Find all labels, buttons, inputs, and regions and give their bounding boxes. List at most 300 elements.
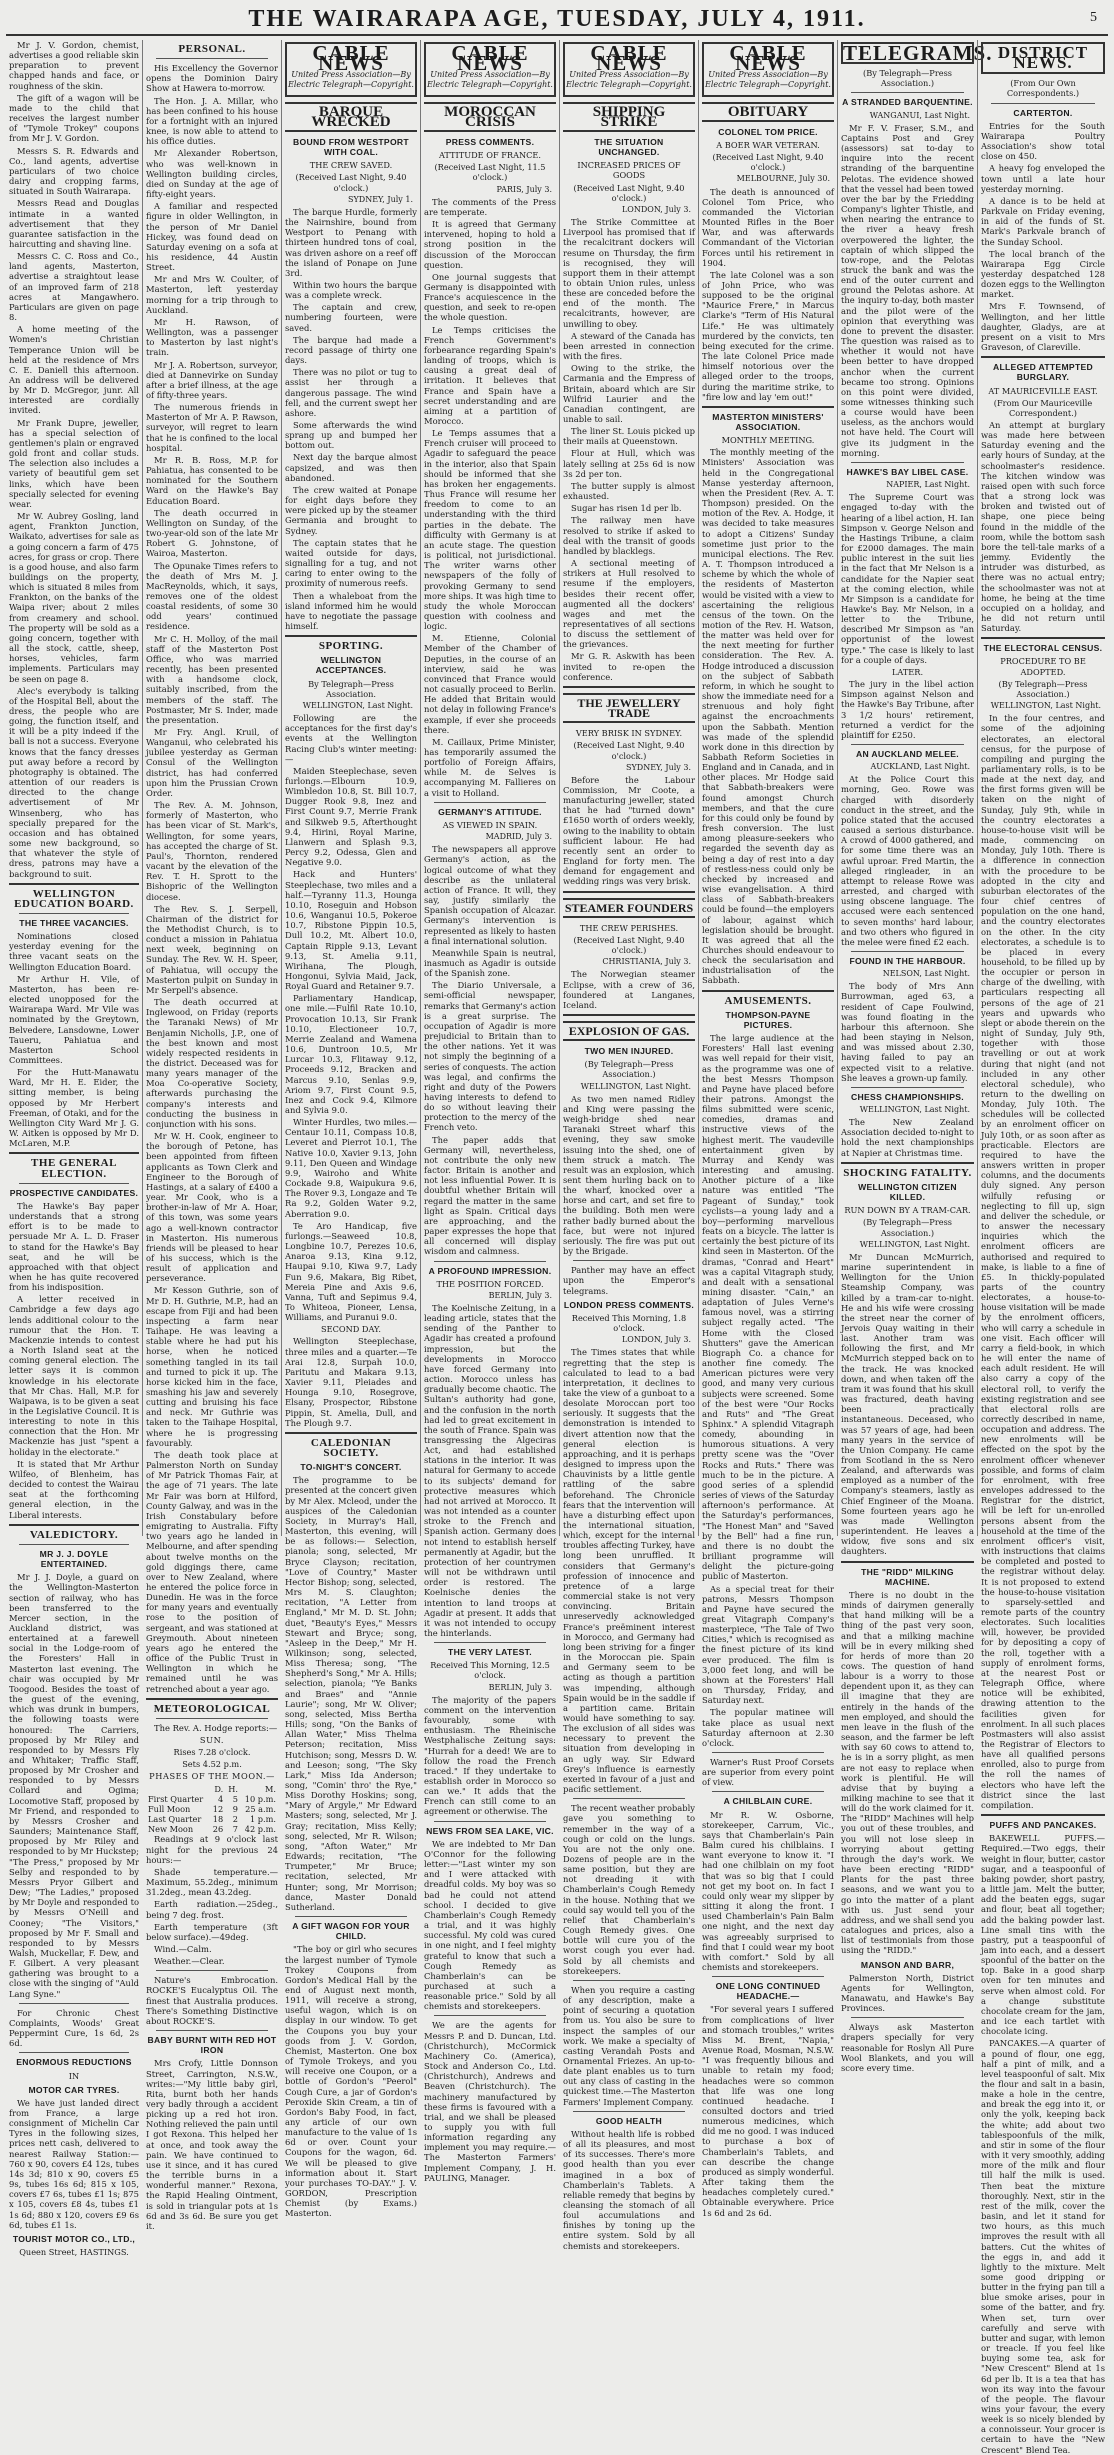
ad-company: TOURIST MOTOR CO., LTD., [12, 2233, 136, 2244]
paragraph: A familiar and respected figure in older Wellington, in the person of Mr Daniel Hickey, was found dead on Saturday evening on a sofa at his residence, 44 Austin Street. [146, 201, 278, 273]
paragraph: The Times states that while regretting that the step is calculated to lead to a bad interpretation, it declines to take the view of a gunboat to a desolate Moroccan port too seriously. It suggests that the demonstration is intended to divert attention now that the general election is approaching, and it is perhaps designed to impress upon the Chauvinists by a little gentle rattling of the sabre beforehand. The Chronicle fears that the intervention will have a disturbing effect upon the international situation, which, except for the internal troubles affecting Turkey, have long been unruffled. It considers that Germany's profession of innocence and pretence of a large commercial stake is not very convincing. Britain unreservedly acknowledged France's preëminent interest in Morocco, and Germany had long been striving for a finger in the Moroccan pie. Spain and Germany seem to be acting as though a partition was impending, although Spain would be in the saddle if a partition came. Britain would have something to say. The exclusion of all sides was necessary to prevent the situation from developing in an ugly way. Sir Edward Grey's influence is earnestly exerted in favour of a just and pacific settlement. [563, 1347, 695, 1795]
divider [9, 1152, 139, 1154]
subheadline: THE SITUATION UNCHANGED. [594, 136, 664, 158]
advertisement: When you require a casting of any description, make a point of securing a quotation from us. You also be sure to inspect the samples of our work. We make a specialty of casting Verandah Posts and Ornamental Friezes. An up-to-date plant enables us to turn out any class of casting in the quickest time.—The Masterton Farmers' Implement Company. [563, 1984, 695, 2107]
paragraph: The Hawke's Bay paper understands that a strong effort is to be made to persuade Mr A. L. D. Fraser to stand for the Hawke's Bay seat, and he will be approached with that object when he has quite recovered from his indisposition. [9, 1200, 139, 1293]
paragraph: Mr H. Rawson, of Wellington, was a passenger to Masterton by last night's train. [146, 316, 278, 358]
paragraph: Mr J. V. Gordon, chemist, advertises a good reliable skin preparation to prevent chapped hands and face, or roughness of the skin. [9, 40, 139, 91]
ad-headline: ENORMOUS REDUCTIONS [16, 2057, 132, 2068]
banner-title: DISTRICT NEWS. [997, 43, 1089, 73]
advertisement: There is no doubt in the minds of dairymen generally that hand milking will be a thing of the past very soon, and that a milking machine will be in every milking shed for herds of more than 20 cows. The question of hand labour is a worry to those dependent upon it, as they can ill imagine that they are entirely in the hands of the men employed, and should the men leave in the flush of the season, and the farmer be left with say 60 cows to attend to, he is in a sorry plight, as men are not easy to replace when work is plentiful. He will advise that by buying a milking machine to see that it will do the work claimed for it. The "RIDD" Machines will help you out of these troubles, and you will not lose sleep in worrying about getting through the day's work. We have been erecting "RIDD" Plants for the past three seasons, and we want you to go into the matter of a plant with us. Just send your address, and we shall send you catalogues and prices, also a list of testimonials from those using the "RIDD." [841, 1589, 974, 1956]
divider [156, 2030, 268, 2031]
masthead-rule [6, 34, 1108, 36]
paragraph: A dance is to be held at Parkvale on Friday evening, in aid of the funds of St. Mark's Parkvale branch of the Sunday School. [981, 195, 1105, 247]
newspaper-title: THE WAIRARAPA AGE, TUESDAY, JULY 4, 1911. [248, 6, 866, 32]
headline: MASTERTON MINISTERS' ASSOCIATION. [712, 411, 824, 432]
column-2 [142, 40, 281, 2231]
paragraph: The paper adds that Germany will, nevertheless, not contribute the only new factor. Britain is another and not less influential Power. It is doubtful whether Britain will regard the matter in the same light as Spain. Critical days are approaching, and the paper expresses the hope that all concerned will display wisdom and calmness. [424, 1134, 556, 1257]
column-7 [837, 40, 993, 2073]
dateline: BERLIN, July 3. [488, 1290, 552, 1300]
paragraph: The jury in the libel action Simpson against Nelson and the Hawke's Bay Tribune, after 3 1/2 hours' retirement, returned a verdict for the plaintiff for £250. [841, 679, 974, 740]
table-cell: 12 [212, 1803, 224, 1814]
subheadline: THE THREE VACANCIES. [19, 917, 129, 928]
paragraph: Wind.—Calm. [154, 1943, 212, 1954]
headline: MOROCCAN CRISIS [424, 102, 556, 132]
advertisement: "The boy or girl who secures the largest number of Tymole Trokey Coupons from Gordon's Medical Hall by the end of August next month, 1911, will receive a strong, useful wagon, which is on display in our window. To get the Coupons you buy your goods from J. V. Gordon, Chemist, Masterton. One box of Tymole Trokeys, and you will receive one Coupon, or a bottle of Gordon's "Peerol" Cough Cure, a jar of Gordon's Peroxide Skin Cream, a tin of Gordon's Baby Food, in fact, any article of our own manufacture to the value of 1s 6d or over. Count your Coupons for the wagon, 6d. We will be pleased to give information about it. Start your purchases TO-DAY." J. V. GORDON, Prescription Chemist (by Exams.) Masterton. [285, 1944, 417, 2219]
cable-news-banner [424, 42, 556, 97]
paragraph: The death is announced of Colonel Tom Price, who commanded the Victorian Mounted Rifles in the Boer War, and was afterwards Commandant of the Victorian Forces until his retirement in 1904. [702, 186, 834, 268]
paragraph: Le Temps assumes that a French cruiser will proceed to Agadir to safeguard the peace in the interior, also that Spain should be informed that she has broken her engagements. Thus France will resume her freedom to come to an understanding with the third parties in the debate. The difficulty with Germany is at an acute stage. The question is political, not jurisdictional. The writer warns other newspapers of the folly of provoking Germany to send more ships. It was high time to study the whole Moroccan question with coolness and logic. [424, 428, 556, 632]
paragraph: Mr Frank Dupre, jeweller, has a special selection of gentlemen's plain or engraved gold front and collar studs. The selection also includes a variety of beautiful gem set links, which have been specially selected for evening wear. [9, 417, 139, 509]
advertisement: Palmerston North, District Agents for Wellington, Manawatu, and Hawke's Bay Provinces. [841, 1972, 974, 2014]
dateline: MADRID, July 3. [485, 832, 552, 842]
headline: PUFFS AND PANCAKES. [989, 1820, 1097, 1831]
paragraph: The late Colonel was a son of John Price, who was supposed to be the original "Maurice Frere," in Marcus Clarke's "Term of His Natural Life." He was ultimately murdered by the convicts, ten being executed for the crime. The late Colonel Price made himself notorious over the alleged order to the troops, during the maritime strike, to "fire low and lay 'em out!" [702, 269, 834, 402]
headline: AMUSEMENTS. [724, 994, 812, 1007]
subheadline: TO-NIGHT'S CONCERT. [300, 1462, 402, 1473]
paragraph: The barque Hurdle, formerly the Nairnshire, bound from Westport to Penang with thirteen hundred tons of coal, was driven ashore on a reef off the island of Ponape on June 3rd. [285, 206, 417, 278]
moon-heading: PHASES OF THE MOON.— [149, 1771, 275, 1782]
paragraph: Mr Alexander Robertson, who was well-known in Wellington building circles, died on Sunday at the age of fifty-eight years. [146, 148, 278, 200]
paragraph: Nominations closed yesterday evening for the three vacant seats on the Wellington Education Board. [9, 931, 139, 972]
ad-headline: BABY BURNT WITH RED HOT IRON [147, 2035, 277, 2056]
paragraph: Mr C. H. Molloy, of the mail staff of the Masterton Post Office, who was married recently, has been presented with a handsome clock, suitably inscribed, from the members of the staff. The Postmaster, Mr S. Inder, made the presentation. [146, 633, 278, 725]
ad-address: Queen Street, HASTINGS. [19, 2247, 129, 2258]
divider [851, 1087, 964, 1088]
subheadline: BOUND FROM WESTPORT WITH COAL. [293, 136, 409, 158]
subheadline: PRESS COMMENTS. [445, 136, 535, 147]
paragraph: The railway men have resolved to strike if asked to deal with the transit of goods handled by blacklegs. [563, 515, 695, 556]
section-label: LATER. [891, 666, 924, 677]
ad-headline: NEWS FROM SEA LAKE, VIC. [426, 1825, 554, 1836]
paragraph: The death occurred at Inglewood, on Friday (reports the Taranaki News) of Mr Benjamin Nicholls, J.P., one of the best known and most widely respected residents in the district. Deceased was for many years manager of the Moa Co-operative Society, afterwards purchasing the company's interests and conducting the business in conjunction with his sons. [146, 997, 278, 1129]
paragraph: The New Zealand Association decided to-night to hold the next championships at Napier at Christmas time. [841, 1117, 974, 1158]
paragraph: As a special treat for their patrons, Messrs Thompson and Payne have secured the great Vitagraph Company's masterpiece, "The Tale of Two Cities," which is recognised as the finest picture of its kind ever produced. The film is 3,000 feet long, and will be shown at the Foresters' Hall on Thursday, Friday, and Saturday next. [702, 1583, 834, 1706]
divider [434, 1642, 546, 1643]
divider [19, 1183, 129, 1184]
divider [19, 2052, 129, 2053]
dateline: PARIS, July 3. [496, 184, 552, 194]
table-header-row [146, 1784, 278, 1794]
subheadline: WELLINGTON ACCEPTANCES. [315, 655, 387, 676]
paragraph: Panther may have an effect upon the Emperor's telegrams. [563, 1265, 695, 1296]
ad-headline: THE "RIDD" MILKING MACHINE. [861, 1566, 954, 1587]
banner-title: CABLE NEWS [729, 41, 807, 76]
paragraph: Parliamentary Handicap, one mile.—Fulfil Rate 10.10, Provocation 10.13, Sir Frank 10.10, Electioneer 10.7, Merrie Zealand and Wamena 10.6, Duntroon 10.5, Mr Lurcar 10.3, Flitaway 9.12, Proceeds 9.12, Bracken and Marcus 9.10, Senlas 9.9, Ariom 9.7, First Count 9.5, Inez and Cock 9.4, Kilmore and Sylvia 9.0. [285, 993, 417, 1115]
paragraph: The numerous friends in Masterton of Mr A. P. Rawson, surveyor, will regret to learn that he is confined to the local hospital. [146, 402, 278, 453]
paragraph: Mr Kesson Guthrie, son of Mr D. H. Guthrie, M.P., had an escape from Fiji and had been inspecting a farm near Taihape. He was leaving a stable where he had put his horse, when he noticed something tangled in its tail and turned to pick it up. The horse kicked him in the face, smashing his jaw and severely cutting and bruising his face and neck. Mr Guthrie was taken to the Taihape Hospital, where he is progressing favourably. [146, 1285, 278, 1448]
received-time: (Received Last Night, 9.40 o'clock.) [712, 152, 824, 173]
paragraph: Maiden Steeplechase, seven furlongs.—Elbourn 10.9, Wimbledon 10.8, St. Bill 10.7, Dugger Rook 9.8, Inez and First Count 9.7, Merrie Frank and Silkweb 9.5, Afterthought 9.4, Hirini, Royal Marine, Llanwern and Splash 9.3, Percy 9.2, Odessa, Glen and Negative 9.0. [285, 765, 417, 868]
paragraph: Le Temps criticises the French Government's forbearance regarding Spain's landing of troops, which is causing a great deal of irritation. It believes that France and Spain have a secret understanding and are aiming at a partition of Morocco. [424, 324, 556, 426]
subheadline: MONTHLY MEETING. [721, 435, 815, 446]
divider [285, 1432, 417, 1434]
paragraph: Mr Fry. Angl. Kruil, of Wanganui, who celebrated his jubilee yesterday as German Consul of the Wellington district, has had conferred upon him the Prussian Crown Order. [146, 727, 278, 798]
divider [981, 637, 1105, 639]
paragraph: Mr F. V. Fraser, S.M., and Captains Post and Grey (assessors) sat to-day to inquire into the recent stranding of the barquentine Pelotas. The evidence showed that the vessel had been towed over the bar by the Friedding Company's lighter Thistle, and when nearing the entrance to the river a heavy fresh overpowered the lighter, the captain of which slipped the tow-rope, and the Pelotas struck the bank and was the end of the outer current and ground the Pelotas ashore. At the inquiry to-day, both master and the pilot were of the opinion that everything was done to prevent the disaster. The question was raised as to whether it would not have been better to have dropped anchor when the current became too strong. Opinions on this point were divided, some witnesses thinking such a course would have been useless, as the anchors would not have held. The Court will give its judgment in the morning. [841, 122, 974, 458]
headline: OBITUARY [702, 102, 834, 122]
column-6 [698, 40, 837, 2218]
column-header: M. [265, 1783, 276, 1794]
paragraph: Flour at Hull, which was lately selling at 25s 6d is now 3s 2d per ton. [563, 448, 695, 479]
divider [434, 802, 546, 803]
divider [573, 2111, 685, 2112]
divider [841, 1561, 974, 1563]
advertisement: "For several years I suffered from complications of liver and stomach troubles," writes Miss M. Brent, "Napia," Avenue Road, Mosman, N.S.W. "I was frequently bilious and unable to retain my food; headaches were so common that life was one long continued headache. I consulted doctors and tried numerous medicines, which did me no good. I was induced to purchase a box of Chamberlain's Tablets, and can describe the change produced as simply wonderful. After taking them the headaches completely cured." Obtainable everywhere. Price 1s 6d and 2s 6d. [702, 2004, 834, 2218]
paragraph: Before the Labour Commission, Mr Coote, a manufacturing jeweller, stated that he had "turned down" £1650 worth of orders weekly, owing to the inability to obtain sufficient labour. He had recently sent an order to England for forty men. The demand for engagement and wedding rings was very brisk. [563, 774, 695, 887]
column-8 [977, 40, 1108, 2455]
table-cell: Full Moon [148, 1803, 191, 1814]
cable-news-banner [563, 42, 695, 97]
dateline: LONDON, July 3. [621, 1335, 691, 1345]
paragraph: The monthly meeting of the Ministers' Association was held in the Congregational Manse yesterday afternoon, when the President (Rev. A. T. Thompson) presided. On the motion of the Rev. A. Hodge, it was decided to take measures to adopt a Citizens' Sunday sometime just prior to the municipal elections. The Rev. A. T. Thompson introduced a scheme by which the whole of the residents of Masterton would be visited with a view to ascertaining the religious census of the town. On the motion of the Rev. H. Watson, the matter was held over for the next meeting for further consideration. The Rev. A. Hodge introduced a discussion on the subject of Sabbath reform, in which he sought to show the immediate need for a strenuous and holy fight against the encroachments upon the Sabbath. Mention was made of the splendid work done in this direction by Sabbath Reform Societies in England and in Canada, and in other places. Mr Hodge said that Sabbath-breakers were found amongst Church members, and that the cure for this could only be found by fresh conversion. The lust among pleasure-seekers who regarded the seventh day as being a day of rest into a day of restless-ness could only be checked by increased and wise evangelisation. A third class of Sabbath-breakers could be found—the employers of labour, against which legislation should be brought. It was agreed that all the Churches should endeavour to check the secularisation and industrialisation of the Sabbath. [702, 447, 834, 986]
headline: STEAMER FOUNDERS [563, 898, 695, 918]
headline: CALEDONIAN SOCIETY. [310, 1436, 392, 1459]
paragraph: In the four centres, and some of the adjoining electorates, an electoral census, for the purpose of compiling and purging the parliamentary rolls, is to be made at the next day, and the first forms given will be taken on the night of Sunday, July 9th, while in the country electorates a house-to-house visit will be made, commencing on Monday, July 10th. There is a difference in connection with the procedure to be adopted in the city and suburban electorates of the four chief centres of population on the one hand, and the country electorates on the other. In the city electorates, a schedule is to be placed in every household, to be filled up by the occupier or person in charge of the dwelling, with particulars respecting all persons of the age of 21 years and upwards who slept or abode therein on the night of Sunday, July 9th, together with those travelling or out at work during that night (and not included in any other electoral schedule), who return to the dwelling on Monday, July 10th. The schedules will be collected by an enrolment officer on July 10th, or as soon after as practicable. Electors are required to have the answers written in proper columns, and the documents duly signed. Any person wilfully refusing or neglecting to fill up, sign and deliver the schedule, or to answer the necessary inquiries which the enrolment officers are authorised and required to make, is liable to a fine of £5. In thickly-populated parts of the country electorates, a house-to-house visitation will be made by the enrolment officers, who will carry a schedule in one visit. Each officer will carry a field-book, in which he will enter the name of each adult resident. He will also carry a copy of the electoral roll, to verify the existing registration and see that electoral rolls are correctly described in name, occupation and address. The new enrolments will be effected on the spot by the enrolment officer whenever possible, and forms of claim for enrolment, with free envelopes addressed to the Registrar for the district, will be left for un-enrolled persons absent from the household at the time of the enrolment officer's visit, with instructions that claims be completed and posted to the registrar without delay. It is not proposed to extend the house-to-house visitation to sparsely-settled and remote parts of the country electorates. Such localities will, however, be provided for by depositing a copy of the roll, together with a supply of enrolment forms, at the nearest Post or Telegraph Office, where notice will be exhibited, drawing attention to the facilities given for enrolment. In all such places Postmasters will also assist the Registrar of Electors to have all qualified persons enrolled, also to purge from the roll the names of electors who have left the district since the last compilation. [981, 713, 1105, 1810]
ad-subhead: IN [68, 2070, 80, 2081]
table-cell: 26 [212, 1824, 224, 1835]
headline: VALEDICTORY. [29, 1528, 119, 1541]
association-note: United Press Association—By Electric Telegraph—Copyright. [705, 70, 831, 90]
table-cell: New Moon [148, 1824, 194, 1835]
divider [19, 2003, 129, 2004]
table-cell: Last Quarter [148, 1814, 202, 1825]
paragraph: The Diario Universale, a semi-official newspaper, remarks that Germany's action is a great surprise. The occupation of Agadir is more prejudicial to Britain than to the other nations. Yet it was not simply the beginning of a series of conquests. The action was legal, and confirms the right and duty of the Powers having interests to defend to do so without leaving their protection to the mercy of the French veto. [424, 980, 556, 1133]
advertisement: Without health life is robbed of all its pleasures, and most of its successes. There's more good health than you ever imagined in a box of Chamberlain's Tablets. A reliable remedy that begins by cleansing the stomach of all foul accumulations and finishes by toning up the entire system. Sold by all chemists and storekeepers. [563, 2128, 695, 2251]
paragraph: The majority of the papers comment on the intervention favourably, some with enthusiasm. The Rheinische Westphalische Zeitung says: "Hurrah for a deed! We are to follow the road the French traced." If they undertake to establish order in Morocco so can we." It adds that the French can still come to an agreement or otherwise. The [424, 1694, 556, 1817]
headline: ALLEGED ATTEMPTED BURGLARY. [992, 362, 1094, 383]
headline: SHOCKING FATALITY. [843, 1166, 972, 1179]
divider [851, 92, 964, 93]
paragraph: The gift of a wagon will be made to the child that receives the largest number of "Tymole Trokey" coupons from Mr J. V. Gordon. [9, 92, 139, 144]
advertisement: Always ask Masterton drapers specially for very reasonable for Roslyn All Pure Wool Blankets, and you will score every time. [841, 2022, 974, 2073]
subheadline: COLONEL TOM PRICE. [718, 126, 818, 137]
subheadline: VERY BRISK IN SYDNEY. [575, 728, 683, 739]
table-cell: 10 p.m. [244, 1793, 276, 1804]
advertisement: We are indebted to Mr Dan O'Connor for the following letter:—"Last winter my son and I were attacked with dreadful colds. My boy was so bad he could not attend school. I decided to give Chamberlain's Cough Remedy a trial, and it was highly successful. My cold was cured in one night, and I feel mighty grateful to know that such a Cough Remedy as Chamberlain's can be purchased at such a reasonable price." Sold by all chemists and storekeepers. [424, 1838, 556, 2012]
paragraph: The Rev. A. Hodge reports:— [154, 1722, 278, 1733]
headline: METEOROLOGICAL [153, 1702, 271, 1715]
received-time: (Received Last Night, 9.40 o'clock.) [573, 182, 685, 203]
banner-title: TELEGRAMS. [843, 41, 993, 65]
dateline: SYDNEY, July 3. [626, 762, 691, 772]
paragraph: The programme to be presented at the concert given by Mr Alex. Mcleod, under the auspices of the Caledonian Society, in Murray's Hall, Masterton, this evening, will be as follows:— Selection, pianola; song, selected, Mr Bryce Clayson; recitation, "Love of Country," Master Hector Bishop; song, selected, Mrs M. S. Claughton; recitation, "A Letter from England," Mr M. D. St. John; duet, "Beauty's Eyes," Messrs Stewart and Bryce; song, "Asleep in the Deep," Mr H. Wilkinson; song, selected, Miss Theresa; song, "The Shepherd's Song," Mr A. Hills; selection, pianola; "Ye Banks and Braes" and "Annie Laurie"; song, Mr W. Oliver; song, selected, Miss Bertha Hills; song, "On the Banks of Allan Water," Miss Thelma Peterson; recitation, Miss Hutchison; song, Messrs D. W. and Leeson; song, "The Sky Lark," Miss Ida Anderson; song, "Comin' thro' the Rye," Miss Dorothy Hoskins; song, "Mary of Argyle," Mr Edward Masters; song, selected, Mr J. Gray; recitation, Miss Kelly; song, selected, Mr R. Wilson; song, "Afton Water," Mr Edwards; recitation, "The Trumpeter," Mr Bruce; recitation, selected, Mr Hunter; song, Mr Morrison; dance, Master Donald Sutherland. [285, 1475, 417, 1912]
paragraph: The Rev. S. J. Serpell, Chairman of the district for the Methodist Church, is to conduct a mission in Pahiatua next week, beginning on Sunday. The Rev. W. H. Speer, of Pahiatua, will occupy the Masterton pulpit on Sunday in Mr Serpell's absence. [146, 903, 278, 995]
column-header: H. [228, 1783, 239, 1794]
paragraph: A home meeting of the Women's Christian Temperance Union will be held at the residence of Mrs C. E. Daniell this afternoon. An address will be delivered by Mr D. McGregor, junr. All interested are cordially invited. [9, 324, 139, 416]
table-cell: 9 [232, 1803, 239, 1814]
banner-title: CABLE NEWS [451, 41, 529, 76]
table-row [146, 1794, 278, 1804]
dateline: BERLIN, July 3. [488, 1682, 552, 1692]
headline: CHESS CHAMPIONSHIPS. [851, 1091, 964, 1102]
subheadline: THE VERY LATEST. [448, 1647, 532, 1658]
divider [285, 635, 417, 637]
paragraph: Earth temperature (3ft below surface).—49deg. [146, 1921, 278, 1942]
headline: AN AUCKLAND MELEE. [856, 749, 959, 759]
subheadline: THE POSITION FORCED. [436, 1278, 544, 1289]
ad-company: MANSON AND BARR, [860, 1959, 955, 1970]
dateline: WELLINGTON, Last Night. [859, 1105, 970, 1114]
paragraph: M. Etienne, Colonial Member of the Chamber of Deputies, in the course of an interview, said he was convinced that France would not casually proceed to Berlin. He added that Britain would not delay in following France's example, if ever she proceeds there. [424, 633, 556, 735]
divider [156, 1970, 268, 1971]
paragraph: Wellington Steeplechase, three miles and a quarter.—Te Arai 12.8, Surpah 10.0, Paritutu and Makara 9.13, Xavier 9.11, Pleiades and Hounga 9.10, Rosegrove, Elsany, Prospector, Ribstone Pippin, St. Amelia, Dull, and The Plough 9.7. [285, 1336, 417, 1428]
column-header: D. [214, 1783, 224, 1794]
subheadline: WELLINGTON CITIZEN KILLED. [858, 1181, 957, 1203]
table-cell: 25 a.m. [245, 1803, 276, 1814]
headline: BARQUE WRECKED [285, 102, 417, 132]
byline: (By Telegraph—Press Association.) [863, 1217, 952, 1238]
sunset: Sets 4.52 p.m. [182, 1759, 242, 1770]
table-cell: 4 [218, 1793, 224, 1804]
paragraph: Next day the barque almost capsized, and was then abandoned. [285, 452, 417, 483]
paragraph: For the Hutt-Manawatu Ward, Mr H. E. Eider, the sitting member, is being opposed by Mr Herbert Freeman, of Otaki, and for the Wellington City Ward Mr J. G. W. Aitken is opposed by Mr D. McLaren, M.P. [9, 1067, 139, 1149]
divider [851, 2017, 964, 2018]
advertisement: We have just landed direct from France, a large consignment of Michelin Car Tyres in the following sizes, prices nett cash, delivered to nearest Railway Station:— 760 x 90, covers £4 12s, tubes 14s 3d; 810 x 90, covers £5 9s, tubes 16s 6d; 815 x 105, covers £7 6s, tubes £1 1s; 875 x 105, covers £8 4s, tubes £1 1s 6d; 880 x 120, covers £9 6s 6d, tubes £1 1s. [9, 2097, 139, 2230]
advertisement: Nature's Embrocation. ROCKE'S Eucalyptus Oil. The finest that Australia produces. There's Something Distinctive about ROCKE'S. [146, 1975, 278, 2026]
paragraph: The body of Mrs Ann Burrowman, aged 63, a resident of Cape Foulwind, was found floating in the harbour this afternoon. She had been staying in Nelson, and was missed about 2.30, having failed to pay an expected visit to a relative. She leaves a grown-up family. [841, 981, 974, 1083]
association-note: United Press Association—By Electric Telegraph—Copyright. [566, 70, 692, 90]
advertisement: The recent weather probably gave you something to remember in the way of a cough or cold on the lungs. You are not the only one. Dozens of people are in the same position, but they are not dreading it with Chamberlain's Cough Remedy in the house. Nothing that we could say would tell you of the relief that Chamberlain's Cough Remedy gives. One bottle will cure you of the worst cough you ever had. Sold by all chemists and storekeepers. [563, 1803, 695, 1976]
subheadline: GERMANY'S ATTITUDE. [438, 806, 542, 817]
association-note: United Press Association—By Electric Telegraph—Copyright. [288, 70, 414, 90]
divider [146, 1698, 278, 1700]
paragraph: The captain and crew, numbering fourteen, were saved. [285, 302, 417, 333]
paragraph: The Norwegian steamer Eclipse, with a crew of 36, foundered at Langanes, Iceland. [563, 969, 695, 1010]
headline: SHIPPING STRIKE [563, 102, 695, 132]
sunrise: Rises 7.28 o'clock. [173, 1747, 251, 1758]
paragraph: Entries for the South Wairarapa Poultry Association's show total close on 450. [981, 120, 1105, 162]
dateline: WELLINGTON, Last Night. [580, 1081, 691, 1091]
paragraph: BAKEWELL PUFFS.—Required.—Two eggs, their weight in flour, butter, castor sugar, and a teaspoonful of baking powder, short pastry, a little jam. Melt the butter, add the beaten eggs, sugar and flour, beat all together; add the baking powder last. Line small tins with the pastry, put a teaspoonful of jam into each, and a dessert spoonful of the batter on the top. Bake in a good sharp oven for ten minutes and serve when almost cold. For a change substitute chocolate cream for the jam, and ice each tartlet with chocolate icing. [981, 1833, 1105, 2037]
paragraph: Winter Hurdles, two miles.—Centaur 10.11, Compass 10.8, Leveret and Pierrot 10.1, The Native 10.0, Xavier 9.13, John 9.11, Den Queen and Windage 9.9, Wairoho and White Cockade 9.8, Waipukura 9.6, The Rover 9.3, Longaze and Te Ra 9.2, Golden Water 9.2, Aberration 9.0. [285, 1117, 417, 1219]
headline: FOUND IN THE HARBOUR. [849, 955, 966, 966]
paragraph: Hack and Hunters' Steeplechase, two miles and a half.—Tyranny 11.3, Hounga 10.10, Roseguin and Hobson 10.6, Wanganui 10.5, Pokeroe 10.7, Ribstone Pippin 10.5, Dull 10.2, Mt. Albert 10.0, Captain Ripple 9.13, Levant 9.13, St. Amelia 9.11, Wirihana, The Plough, Hongonui, Sylvia Maid, Jack, Royal Guard and Retainer 9.7. [285, 869, 417, 992]
paragraph: The crew waited at Ponape for eight days before they were picked up by the steamer Germania and brought to Sydney. [285, 484, 417, 536]
table-cell: 2 [232, 1814, 239, 1825]
divider [851, 951, 964, 952]
paragraph: Shade temperature.—Maximum, 55.2deg., minimum 31.2deg., mean 43.2deg. [146, 1866, 278, 1898]
received-time: Received This Morning, 12.5 o'clock. [430, 1660, 550, 1681]
byline: (By Telegraph—Press Association.) [584, 1059, 674, 1080]
advertisement: For Chronic Chest Complaints, Woods' Great Peppermint Cure, 1s 6d, 2s 6d. [9, 2007, 139, 2049]
paragraph: An attempt at burglary was made here between Saturday evening and the early hours of Sunday, at the schoolmaster's residence. The kitchen window was raised open with such force that a strong lock was broken and twisted out of shape, one piece being found in the middle of the room, while the bottom sash bore the tell-tale marks of a jemmy. Evidently the intruder was disturbed, as there was no actual entry; the schoolmaster was not at home, he being at the time occupied on a holiday, and he did not return until Saturday. [981, 420, 1105, 634]
divider [991, 103, 1095, 104]
byline: (From Our Own Correspondents.) [1006, 78, 1080, 99]
cable-news-banner [285, 42, 417, 97]
paragraph: Earth radiation.—25deg., being 7 deg. frost. [146, 1899, 278, 1920]
paragraph: Messrs Read and Douglas intimate in a wanted advertisement that they guarantee satisfaction in the haircutting and shaving line. [9, 198, 139, 249]
paragraph: The Opunake Times refers to the death of Mrs M. J. MacReynolds, which, it says, removes one of the oldest coastal residents, of some 30 odd years' continued residence. [146, 560, 278, 632]
paragraph: The newspapers all approve Germany's action, as the logical outcome of what they describe as the unilateral action of France. It will, they say, justify similarly the Spanish occupation of Alcazar. Germany's intervention is represented as likely to hasten a final international solution. [424, 844, 556, 946]
column-5 [559, 40, 698, 2251]
paragraph: His Excellency the Governor opens the Dominion Dairy Show at Hawera to-morrow. [146, 63, 278, 94]
byline: (By Telegraph—Press Association.) [998, 678, 1088, 699]
paragraph: The Rev. A. M. Johnson, formerly of Masterton, who has been vicar of St. Mark's, Wellington, for some years, has accepted the charge of St. Paul's, Thornton, rendered vacant by the elevation of the Rev. T. H. Sprott to the Bishopric of the Wellington diocese. [146, 800, 278, 902]
headline: THE GENERAL ELECTION. [31, 1157, 117, 1180]
divider [712, 1976, 824, 1977]
divider [851, 462, 964, 463]
paragraph: The barque had made a record passage of thirty one days. [285, 334, 417, 366]
divider [9, 883, 139, 885]
subheadline: AS VIEWED IN SPAIN. [442, 819, 538, 830]
divider [702, 990, 834, 992]
subheadline: MR J. J. DOYLE ENTERTAINED. [39, 1548, 109, 1570]
paragraph: The large audience at the Foresters' Hall last evening was well repaid for their visit, as the programme was one of the best Messrs Thompson and Payne have placed before their patrons. Amongst the films submitted were scenic, comedies, dramas and instructive views of the highest merit. The vaudeville entertainment given by Murray and Kendy was interesting and amusing. Another picture of a like nature was entitled "The Pageant of Sunday," took cyclists—a young lady and a boy—performing marvellous feats on a bicycle. The latter is certainly the best picture of its kind seen in Masterton. Of the dramas, "Conrad and Heart" was a capital Vitagraph study, and dealt with a sensational mining disaster. "Cain," an adaptation of Jules Verne's famous novel, was a stirring subject regally acted. "The Home with the Closed Shutters" gave the American Biograph Co. a chance for another fine comedy. The American pictures were very good, and many very curious subjects were screened. Some of the best were "Our Rocks and Ruts" and "The Great Sphinx." A splendid Vitagraph comedy, abounding in humorous situations. A very pretty scene was the "Over Rocks and Ruts." There was much to be in the picture. A good series of a splendid series of views of the Saturday afternoon's performance. At the Saturday's performances, "The Honest Man" and "Saved by the Bell" had a fine run, and there is no doubt the brilliant programme will delight the picture-going public of Masterton. [702, 1033, 834, 1582]
received-time: (Received Last Night, 9.40 o'clock.) [573, 740, 685, 761]
paragraph: Then a whaleboat from the island informed him he would have to negotiate the passage himself. [285, 590, 417, 631]
headline: WELLINGTON EDUCATION BOARD. [14, 887, 134, 910]
advertisement: We are the agents for Messrs P. and D. Duncan, Ltd. (Christchurch), McCormick Machinery Co. (America), Stock and Anderson Co., Ltd. (Christchurch), Andrews and Beaven (Christchurch). The machinery manufactured by these firms is favoured with a trial, and we shall be pleased to supply you with full information regarding any implement you may require.—The Masterton Farmers' Implement Company, J. H. PAULING, Manager. [424, 2020, 556, 2183]
paragraph: The liner St. Louis picked up their mails at Queenstown. [563, 426, 695, 447]
advertisement: Mrs Crofy, Little Donnson Street, Carrington, N.S.W., writes:—"My little baby girl, Rita, burnt both her hands very badly through a accident picking up a red hot iron. Nothing relieved the pain until I got Rexona. This helped her at once, and took away the pain. We have continued to use it since, and it has cured the terrible burns in a wonderful manner." Rexona, the Rapid Healing Ointment, is sold in triangular pots at 1s 6d and 3s 6d. Be sure you get it. [146, 2058, 278, 2231]
divider [156, 1718, 268, 1719]
paragraph: PANCAKES.—A quarter of a pound of flour, one egg, half a pint of milk, and a level teaspoonful of salt. Mix the flour and salt in a basin, make a hole in the centre, and break the egg into it, or only the yolk, keeping back the white; add about two tablespoonfuls of the milk, and stir in some of the flour with it very smoothly, adding more of the milk and flour till half the milk is used. Then beat the mixture thoroughly. Next, stir in the rest of the milk, cover the basin, and let it stand for two hours, as this much improves the result with all batters. Cut the whites of the eggs in, and add it lightly to the mixture. Melt some good dripping or butter in the frying pan till a blue smoke arises, pour in some of the batter, and fry. When set, turn over carefully and serve with butter and sugar, with lemon or treacle. If you feel like buying some tea, ask for "New Crescent" Blend at 1s 6d per lb. It is a tea that has won its way into the favour of the people. The flavour wins your favour, the every week is so nicely blended by a connoisseur. Your grocer is certain to have the "New Crescent" Blend Tea. [981, 2038, 1105, 2455]
headline: PERSONAL. [178, 43, 246, 55]
paragraph: Mr W. Aubrey Gosling, land agent, Frankton Junction, Waikato, advertises for sale as a going concern a farm of 475 acres, for grass or crop. There is a good house, and also farm buildings on the property, which is situated 8 miles from Frankton, on the banks of the Waipa river; about 2 miles from creamery and school. The property will be sold as a going concern, together with all the stock, cattle, sheep, horses, vehicles, farm implements. Particulars may be seen on page 8. [9, 511, 139, 684]
divider [434, 1821, 546, 1822]
dateline: WANGANUI, Last Night. [869, 110, 970, 120]
paragraph: Sugar has risen 1d per lb. [571, 503, 682, 514]
paragraph: The butter supply is almost exhausted. [563, 480, 695, 502]
subheadline: AT MAURICEVILLE EAST. [988, 385, 1098, 396]
dateline: WELLINGTON, Last Night. [302, 700, 413, 710]
table-cell: 7 [232, 1824, 239, 1835]
paragraph: The Hon. J. A. Millar, who has been confined to his house for a fortnight with an injured knee, is now able to attend to his office duties. [146, 95, 278, 147]
paragraph: The Strike Committee at Liverpool has promised that if the recalcitrant dockers will resume on Thursday, the firm is recognised, they will support them in their attempt to obtain Union rules, unless these are conceded before the end of the month. The recalcitrants, however, are unwilling to obey. [563, 217, 695, 329]
paragraph: Te Aro Handicap, five furlongs.—Seaweed 10.8, Longbine 10.7, Perezes 10.6, Anaroa 9.13, Kina 9.12, Haupai 9.10, Kiwa 9.7, Lady Fun 9.6, Makara, Big Ribet, Mereia Pine and Axis 9.6, Vanna, Tuft and Sepimus 9.4, To Whiteoa, Pioneer, Lensa, Williams, and Puranui 9.0. [285, 1220, 417, 1323]
subheadline: A BOER WAR VETERAN. [716, 139, 820, 150]
divider [563, 891, 695, 893]
subheadline: RUN DOWN BY A TRAM-CAR. [844, 1205, 971, 1216]
page-number: 5 [1090, 10, 1097, 25]
byline: (By Telegraph—Press Association.) [863, 68, 952, 89]
divider [981, 356, 1105, 358]
headline: THE ELECTORAL CENSUS. [983, 643, 1103, 654]
headline: CARTERTON. [1013, 107, 1073, 118]
paragraph: Readings at 9 o'clock last night for the previous 24 hours:— [146, 1834, 278, 1865]
paragraph: Alec's everybody is talking of the Hospital Bell, about the dress, the people who are going, the function itself, and it will be a pity indeed if the ball is not a success. Everyone knows that the fancy dresses put away before a record by photography is obtained. The attention of our readers is directed to the change advertisement of Mr Winsenberg, who has specially prepared for the occasion and has obtained some new background, so that whatever the style of dress, patrons may have a background to suit. [9, 685, 140, 879]
paragraph: Messrs S. R. Edwards and Co., land agents, advertise particulars of two choice dairy and cropping farms, situated in South Wairarapa. [9, 145, 139, 197]
paragraph: Mrs F. Townsend, of Wellington, and her little daughter, Gladys, are at present on a visit to Mrs Graveson, of Clareville. [981, 301, 1105, 353]
paragraph: Mr W. H. Cook, engineer to the borough of Petone, has been appointed from fifteen applicants as Town Clerk and Engineer to the Borough of Hastings, at a salary of £400 a year. Mr Cook, who is a brother-in-law of Mr A. Hoar, of this town, was some years ago a well-known contractor in Masterton. His numerous friends will be pleased to hear of his success, which is the result of application and perseverance. [146, 1131, 278, 1284]
dateline: SYDNEY, July 1. [348, 194, 413, 204]
divider [434, 2015, 546, 2016]
telegrams-banner [841, 41, 993, 65]
headline: A STRANDED BARQUENTINE. [842, 97, 973, 108]
ad-headline: GOOD HEALTH [595, 2115, 663, 2126]
table-cell: 5 [232, 1793, 239, 1804]
table-row [146, 1824, 278, 1834]
subheadline: PROCEDURE TO BE ADOPTED. [1000, 656, 1086, 677]
paragraph: Messrs C. C. Ross and Co., land agents, Masterton, advertise a straightout lease of an improved farm of 218 acres at Mangawhero. Particulars are given on page 8. [9, 251, 139, 323]
dateline: WELLINGTON, Last Night. [990, 701, 1101, 711]
subheadline: TWO MEN INJURED. [584, 1046, 674, 1057]
headline: EXPLOSION OF GAS. [563, 1021, 695, 1041]
advertisement: Mr R. W. Osborne, storekeeper, Carrum, Vic., says that Chamberlain's Pain Balm cured his chilblains. I want everyone to know it. "I had one chilblain on my foot that was so big that I could not get my boot on. In fact I could only wear my slipper by sitting it along the front. I used Chamberlain's Pain Balm one night, and the next day was agreeably surprised to find that I could wear my boot with comfort." Sold by all chemists and storekeepers. [702, 1809, 834, 1972]
association-note: United Press Association—By Electric Telegraph—Copyright. [427, 70, 553, 90]
district-news-banner [981, 42, 1105, 74]
paragraph: Mr G. R. Askwith has been invited to re-open the conference. [563, 651, 695, 682]
headline: SPORTING. [318, 640, 384, 653]
dateline: NAPIER, Last Night. [886, 480, 970, 490]
paragraph: Within two hours the barque was a complete wreck. [285, 279, 417, 301]
paragraph: A steward of the Canada has been arrested in connection with the fires. [563, 330, 695, 362]
ad-headline: A CHILBLAIN CURE. [723, 1796, 813, 1807]
cable-news-banner [702, 42, 834, 97]
paragraph: M. Caillaux, Prime Minister, has temporarily assumed the portfolio of Foreign Affairs, while M. de Selves is accompanying M. Fallieres on a visit to Holland. [424, 736, 556, 798]
subheadline: PROSPECTIVE CANDIDATES. [9, 1187, 139, 1198]
divider [702, 406, 834, 408]
paragraph: The Koelnische Zeitung, in a leading article, states that the sending of the Panther to Agadir has created a profound impression, but the developments in Morocco have forced Germany into action. Morocco unless has gradually become chaotic. The Sultan's authority had gone, and the confusion in the north had led to great excitement in the south of France. Spain was transgressing the Algeciras Act, and had established stations in the interior. It was natural for Germany to accede to its subjects' demand for protective measures which had not arrived at Morocco. It was not intended as a counter stroke to the French and Spanish action. Germany does not intend to establish herself permanently at Agadir, but the protection of her countrymen will not be withdrawn until order is restored. The Koelnische denies the intention to land troops at Agadir at present. It adds that it was not intended to occupy the hinterlands. [424, 1302, 556, 1638]
paragraph: The local branch of the Wairarapa Egg Circle yesterday despatched 128 dozen eggs to the Wellington market. [981, 248, 1105, 300]
paragraph: It is stated that Mr Arthur Wilfeo, of Blenheim, has decided to contest the Wairau seat at the forthcoming general election, in the Liberal interests. [9, 1458, 139, 1520]
paragraph: Mr Duncan McMurrich, marine superintendent in Wellington for the Union Steamship Company, was killed by a tram-car to-night. He and his wife were crossing the street near the corner of Jervois Quay waiting in their last. Another tram was following the first, and Mr McMurrich stepped back on to the track. He was knocked down, and when taken off the tram it was found that his skull was fractured, death having been practically instantaneous. Deceased, who was 57 years of age, had been many years in the service of the Union Company. He came from Scotland in the ss Nero Zealand, and afterwards was employed as a number of the Company's steamers, lastly as Chief Engineer of the Moana. Some fourteen years ago he was made Wellington superintendent. He leaves a widow, five sons and six daughters. [841, 1251, 974, 1557]
paragraph: A letter received in Cambridge a few days ago lends additional colour to the rumour that the Hon. T. Mackenzie intends to contest a North Island seat at the coming general election. The letter says it is common knowledge in his electorate that Mr Chas. Hall, M.P. for Waipawa, is to be given a seat in the Legislative Council. It is interesting to note in this connection that the Hon. Mr Mackenzie has just "spent a holiday in the electorate." [9, 1294, 139, 1457]
paragraph: Mr R. B. Ross, M.P. for Pahiatua, has consented to be nominated for the Southern Ward on the Hawke's Bay Education Board. [146, 454, 278, 506]
received-time: (Received Last Night, 11.5 o'clock.) [434, 162, 546, 183]
divider [573, 1798, 685, 1799]
masthead [0, 0, 1114, 38]
subheadline: INCREASED PRICES OF GOODS [577, 160, 681, 181]
banner-title: CABLE NEWS [312, 41, 390, 76]
headline: THE JEWELLERY TRADE [563, 693, 695, 723]
divider [573, 1980, 685, 1981]
divider [19, 1544, 129, 1545]
paragraph: One journal suggests that Germany is disappointed with France's acquiescence in the question, and seek to re-open the whole question. [424, 271, 556, 323]
dateline: CHRISTIANIA, July 3. [602, 957, 691, 967]
paragraph: The Supreme Court was engaged to-day with the hearing of a libel action, H. Ian Simpson v. George Nelson and the Hastings Tribune, a claim for £2000 damages. The main public interest in the suit lies in the fact that Mr Nelson is a candidate for the Napier seat at the coming election, while Mr Simpson is a candidate for Hawke's Bay. Mr Nelson, in a letter to the Tribune, described Mr Simpson as "an opportunist of the lowest type." The case is likely to last for a couple of days. [841, 492, 974, 665]
paragraph: Mr J. A. Robertson, surveyor, died at Dannevirke on Sunday after a brief illness, at the age of fifty-three years. [146, 359, 278, 400]
paragraph: Mr Arthur H. Vile, of Masterton, has been re-elected unopposed for the Wairarapa Ward. Mr Vile was nominated by the Greytown, Belvedere, Lansdowne, Lower Taueru, Pahiatua and Masterton School Committees. [9, 973, 139, 1065]
dateline: NELSON, Last Night. [882, 969, 970, 979]
subheadline: A PROFOUND IMPRESSION. [428, 1265, 552, 1276]
paragraph: The death occurred in Wellington on Sunday, of the two-year-old son of the late Mr Robert G. Johnstone, of Wairoa, Masterton. [146, 507, 278, 559]
divider [156, 58, 268, 59]
received-time: Received This Morning, 1.8 o'clock. [571, 1312, 687, 1334]
paragraph: The captain states that he waited outside for days, signalling for a tug, and not caring to enter owing to the proximity of numerous reefs. [285, 537, 417, 589]
ad-headline: MOTOR CAR TYRES. [28, 2084, 120, 2095]
column-1 [6, 40, 142, 2258]
paragraph: It is agreed that Germany intervened, hoping to hold a strong position in the discussion of the Moroccan question. [424, 219, 556, 270]
byline: By Telegraph—Press Association. [308, 678, 394, 699]
subheadline: THE CREW PERISHES. [579, 922, 679, 933]
paragraph: Owing to the strike, the Carmania and the Empress of Britain, aboard which are Sir Wilfrid Laurier and the Canadian contingent, are unable to sail. [563, 363, 695, 424]
paragraph: A heavy fog enveloped the town until a late hour yesterday morning. [981, 163, 1105, 194]
advertisement: Warner's Rust Proof Corsets are superior from every point of view. [702, 1757, 834, 1788]
banner-title: CABLE NEWS [590, 41, 668, 76]
dateline: MELBOURNE, July 30. [736, 174, 830, 184]
paragraph: The popular matinee will take place as usual next Saturday afternoon at 2.30 o'clock. [702, 1707, 834, 1748]
divider [981, 1814, 1105, 1816]
table-row [146, 1804, 278, 1814]
paragraph: Some afterwards the wind sprang up and bumped her bottom out. [285, 420, 417, 451]
divider [563, 1014, 695, 1016]
divider [19, 913, 129, 914]
column-3 [281, 40, 420, 2219]
paragraph: Mr J. J. Doyle, a guard on the Wellington-Masterton section of railway, who has been transferred to the Mercer section, in the Auckland district, was entertained at a farewell social in the Lodge-room of the Foresters' Hall in Masterton last evening. The chair was occupied by Mr Toogood. Besides the toast of the guest of the evening, which was drunk in bumpers, the following toasts were honoured: The Carriers, proposed by Mr Riley and responded to by Messrs Fly and Whitaker; Traffic Staff, proposed by Mr Crosher and responded to by Messrs Collard and Ogima; Locomotive Staff, proposed by Mr Friend, and responded to by Messrs Crosher and Saunders; Maintenance Staff, proposed by Mr Riley and responded to by Mr Huckstep; "The Press," proposed by Mr Selby and responded to by Messrs Pryor Gilbert and Dew; "The Ladies," proposed by Mr Doyle and responded to by Messrs O'Neill and Cooney; "The Visitors," proposed by Mr F. Small and responded to by Messrs Walsh, Muckellar, F. Dew, and F. Gilbert. A very pleasant gathering was brought to a close with the singing of "Auld Lang Syne." [9, 1572, 139, 1999]
subheadline: ATTITUDE OF FRANCE. [438, 150, 542, 161]
ad-headline: ONE LONG CONTINUED HEADACHE.— [715, 1981, 821, 2002]
ad-headline: A GIFT WAGON FOR YOUR CHILD. [292, 1921, 410, 1942]
dateline: AUCKLAND, Last Night. [870, 762, 970, 772]
divider [841, 1162, 974, 1164]
divider [712, 1752, 824, 1753]
paragraph: Weather.—Clear. [154, 1956, 225, 1967]
moon-phases-table [146, 1784, 278, 1835]
divider [573, 1260, 685, 1261]
paragraph: At the Police Court this morning, Geo. Rowe was charged with disorderly conduct in the street, and the police stated that the accused caused a serious disturbance. A crowd of 4000 gathered, and for some time there was an awful uproar. Fred Martin, the alleged ringleader, in an attempt to release Rowe was arrested, and charged with using obscene language. The accused were each sentenced to seven months' hard labour, and two others who figured in the melee were fined £2 each. [841, 774, 974, 947]
